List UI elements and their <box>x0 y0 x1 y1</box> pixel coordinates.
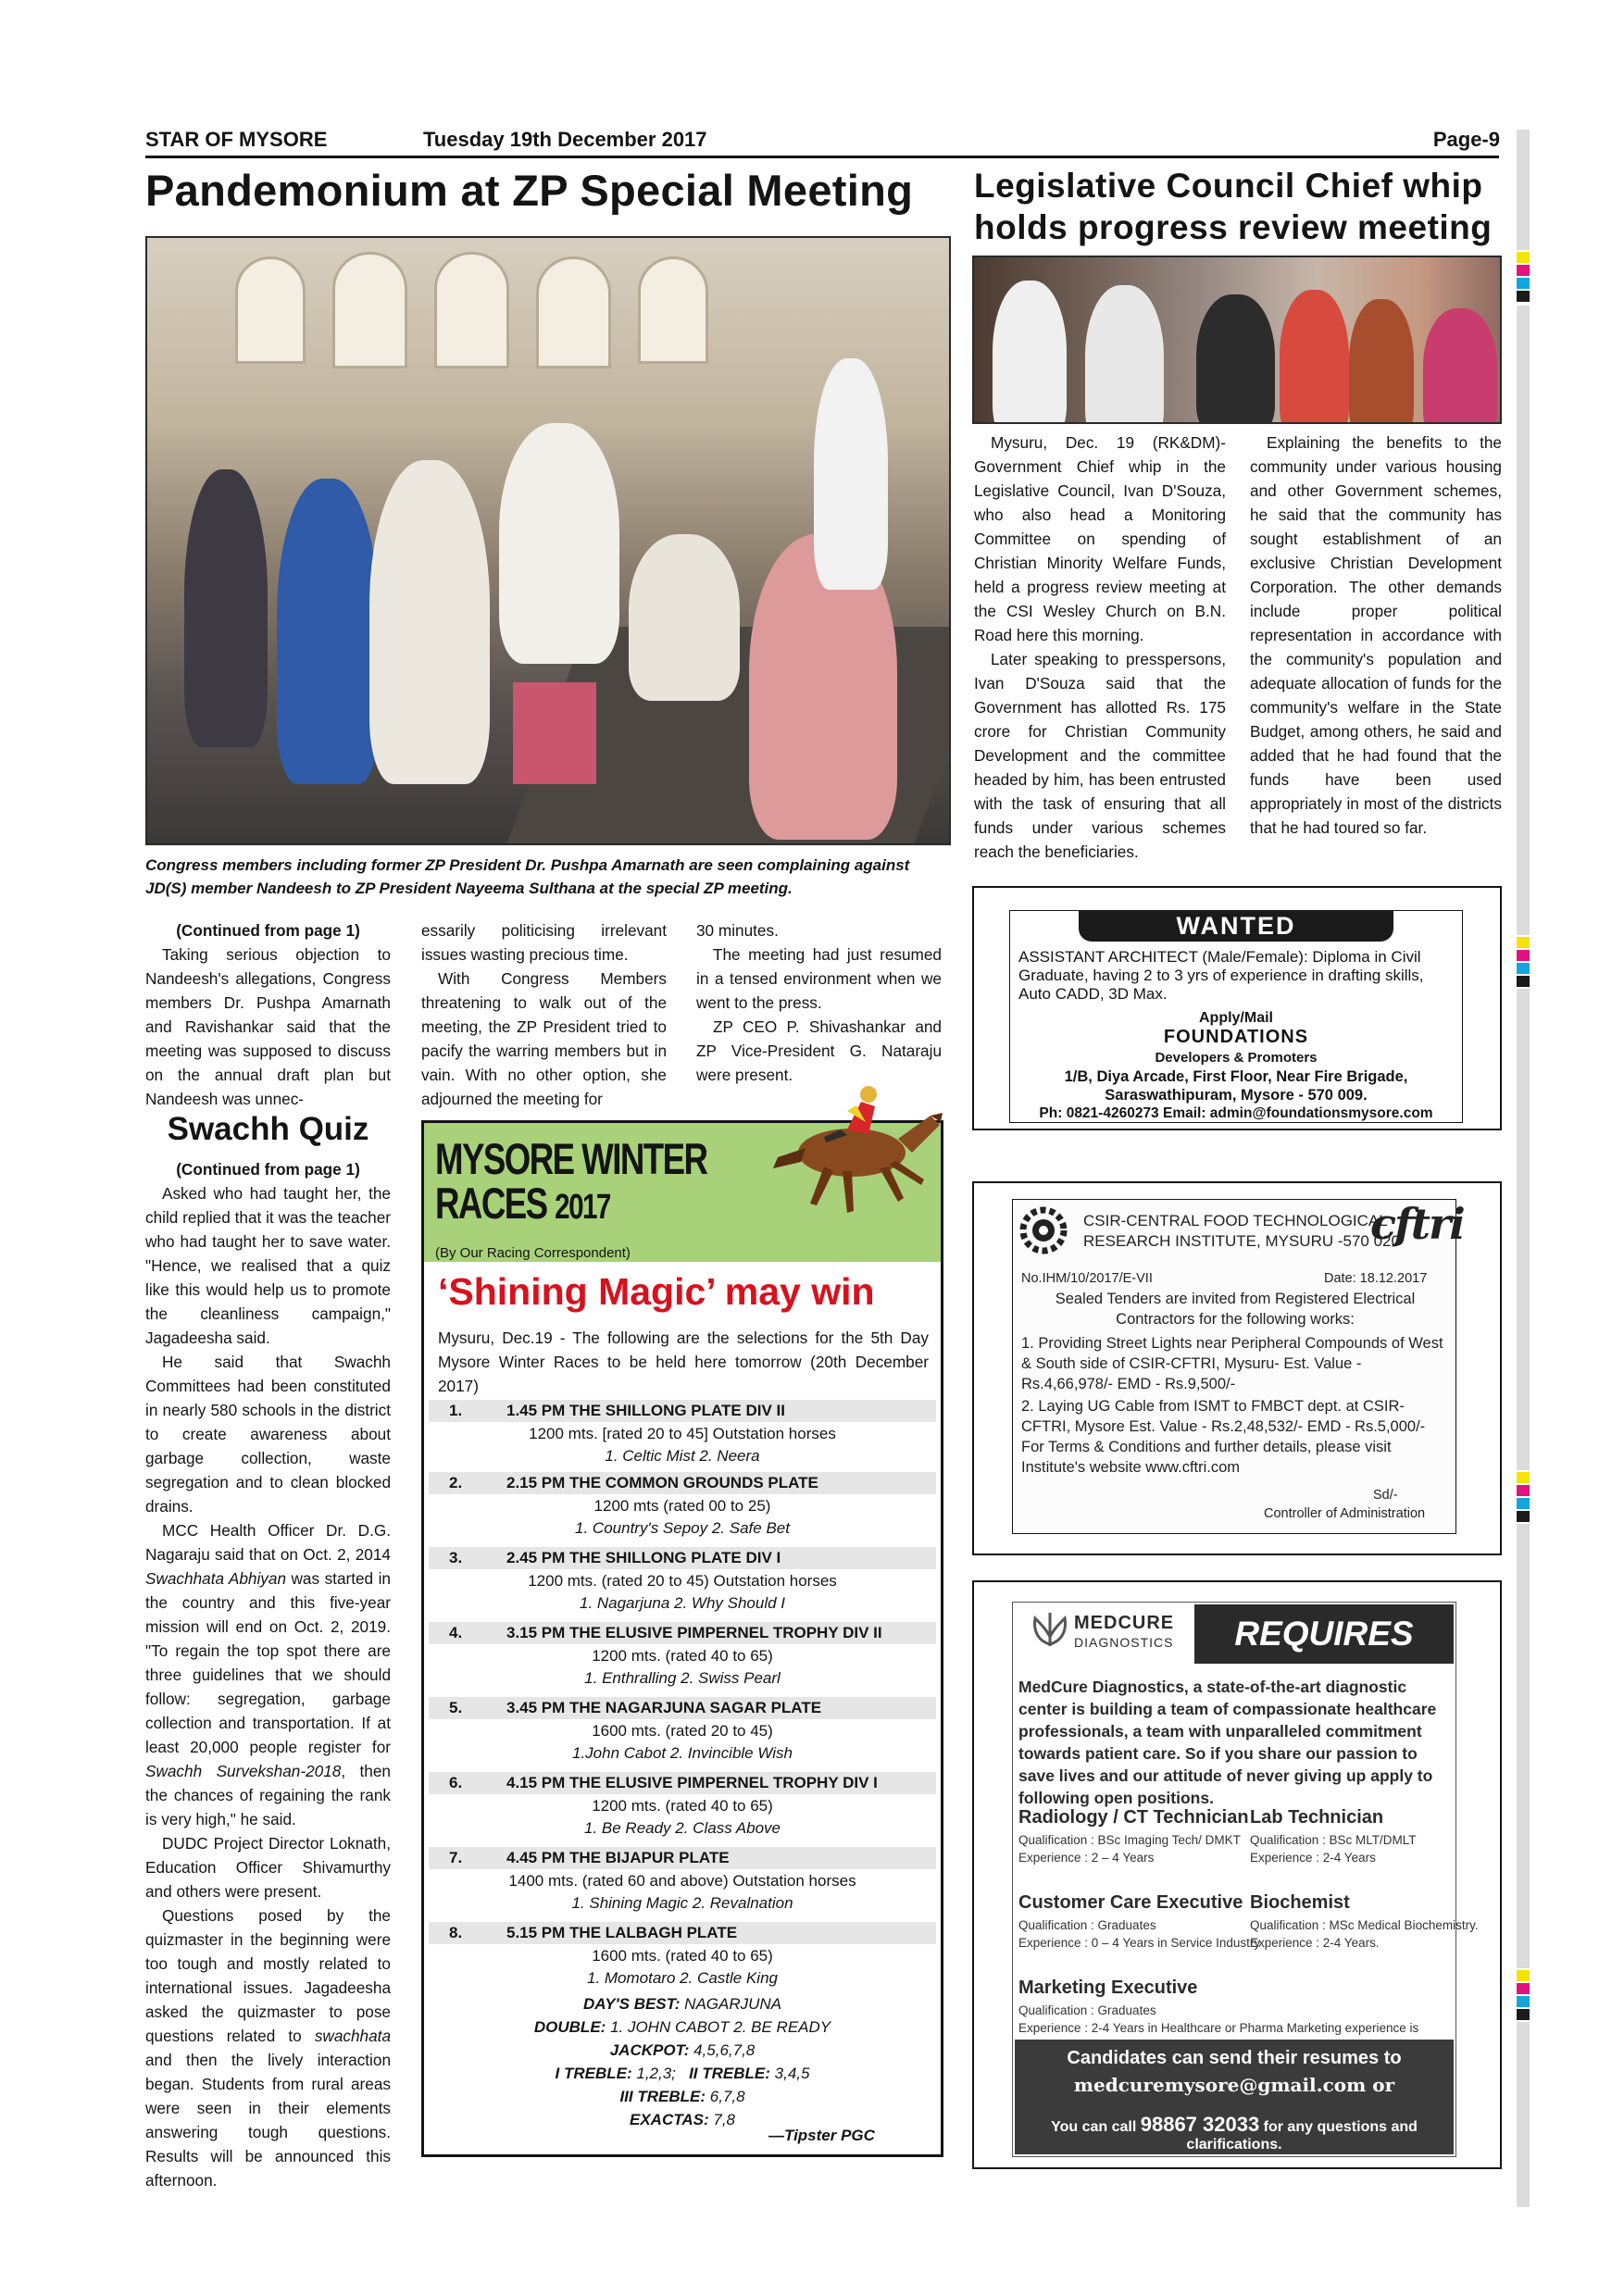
main-article-text: ZP CEO P. Shivashankar and ZP Vice-President G. Nataraju were present. <box>696 1017 942 1084</box>
main-headline: Pandemonium at ZP Special Meeting <box>145 166 914 215</box>
medcure-logo-icon <box>1030 1609 1070 1653</box>
races-title: MYSORE WINTER RACES 2017 <box>435 1134 707 1228</box>
wanted-apply: Apply/Mail <box>1198 1010 1273 1026</box>
masthead-rule <box>145 156 1499 158</box>
main-article-text: 30 minutes. <box>696 921 779 940</box>
race-detail: 1200 mts. [rated 20 to 45] Outstation horses <box>529 1425 836 1442</box>
swachh-text: MCC Health Officer Dr. D.G. Nagaraju said that on Oct. 2, 2014 Swachhata Abhiyan was started in the country and this five-year mission will end on Oct. 2, 2019. "To regain the top spot there are three guidelines that we should follow: segregation, garbage collection and transportation. If at least 20,000 people register for Swachh Survekshan-2018, then the chances of regaining the rank is very high," he said. <box>145 1521 391 1828</box>
cftri-work-2: 2. Laying UG Cable from ISMT to FMBCT dept. at CSIR-CFTRI, Mysore Est. Value - Rs.2,48,532/- EMD - Rs.5,000/- For Terms & Conditions and further details, please visit Institute's website www.cftri.com <box>1021 1398 1426 1476</box>
job-qualification: Qualification : Graduates <box>1018 1918 1156 1932</box>
race-detail: 1600 mts. (rated 20 to 45) <box>592 1722 773 1740</box>
race-selection: 1. Momotaro 2. Castle King <box>587 1969 778 1987</box>
right-article-text: Mysuru, Dec. 19 (RK&DM)- Government Chief whip in the Legislative Council, Ivan D'Souza, who also head a Monitoring Committee on spending of Christian Minority Welfare Funds, held a progress review meeting at the CSI Wesley Church on B.N. Road here this morning. <box>974 433 1226 644</box>
main-article-col-3 <box>696 918 942 1087</box>
race-selection: 1. Celtic Mist 2. Neera <box>605 1447 760 1465</box>
medcure-intro: MedCure Diagnostics, a state-of-the-art diagnostic center is building a team of compassionate healthcare professionals, a team with unparalleled commitment towards patient care. So if you share our passion to save lives and our attitude of never giving up apply to following open positions. <box>1018 1678 1437 1807</box>
race-detail: 1600 mts. (rated 40 to 65) <box>592 1947 773 1965</box>
job-title: Radiology / CT Technician <box>1018 1807 1249 1828</box>
race-detail: 1200 mts. (rated 40 to 65) <box>592 1647 773 1665</box>
job-experience: Experience : 0 – 4 Years in Service Industry <box>1018 1936 1261 1950</box>
medcure-logo-sub: DIAGNOSTICS <box>1074 1635 1174 1650</box>
right-article-text: Later speaking to presspersons, Ivan D'Souza said that the Government has allotted Rs. 175 crore for Christian Community Development and the committee headed by him, has been entrusted with the task of ensuring that all funds under various schemes reach the beneficiaries. <box>974 650 1226 861</box>
cftri-sd: Sd/- <box>1373 1488 1398 1503</box>
medcure-logo-text: MEDCURE <box>1074 1613 1175 1633</box>
races-byline: (By Our Racing Correspondent) <box>435 1245 631 1261</box>
race-heading: 6. 4.15 PM THE ELUSIVE PIMPERNEL TROPHY DIV I <box>429 1772 936 1794</box>
racehorse-icon <box>759 1065 944 1250</box>
csir-gear-logo-icon <box>1018 1205 1068 1255</box>
job-title: Customer Care Executive <box>1018 1892 1243 1913</box>
medcure-email: medcuremysore@gmail.com <box>1073 2074 1367 2096</box>
right-article-col-1 <box>974 430 1226 864</box>
main-article-col-1 <box>145 918 391 1111</box>
swachh-text: He said that Swachh Committees had been constituted in nearly 580 schools in the district to create awareness about garbage collection, waste segregation and to clean blocked drains. <box>145 1353 391 1516</box>
race-heading: 1. 1.45 PM THE SHILLONG PLATE DIV II <box>429 1400 936 1422</box>
wanted-contact: Ph: 0821-4260273 Email: admin@foundationsmysore.com <box>1039 1105 1433 1121</box>
continued-label: (Continued from page 1) <box>176 921 360 940</box>
race-heading: 7. 4.45 PM THE BIJAPUR PLATE <box>429 1847 936 1869</box>
race-detail: 1200 mts. (rated 20 to 45) Outstation horses <box>528 1572 837 1590</box>
cftri-ref-no: No.IHM/10/2017/E-VII <box>1021 1271 1153 1286</box>
newspaper-name: STAR OF MYSORE <box>145 128 328 151</box>
right-article-col-2 <box>1250 430 1502 840</box>
race-selection: 1. Enthralling 2. Swiss Pearl <box>584 1669 781 1687</box>
medcure-email-line: medcuremysore@gmail.com or <box>1073 2074 1395 2096</box>
wanted-tab: WANTED <box>1079 910 1393 942</box>
race-heading: 3. 2.45 PM THE SHILLONG PLATE DIV I <box>429 1547 936 1569</box>
job-qualification: Qualification : MSc Medical Biochemistry. <box>1250 1918 1479 1932</box>
tipster-credit: —Tipster PGC <box>768 2127 875 2144</box>
medcure-call-line: You can call 98867 32033 for any questions and clarifications. <box>1051 2113 1418 2152</box>
wanted-company: FOUNDATIONS <box>1163 1027 1309 1047</box>
medcure-cta: Candidates can send their resumes to <box>1067 2048 1402 2068</box>
exactas-pick: EXACTAS: 7,8 <box>629 2111 735 2128</box>
races-headline: ‘Shining Magic’ may win <box>438 1270 875 1313</box>
races-intro: Mysuru, Dec.19 - The following are the selections for the 5th Day Mysore Winter Races to be held here tomorrow (20th December 2017) <box>438 1329 929 1395</box>
main-article-text: Taking serious objection to Nandeesh's allegations, Congress members Dr. Pushpa Amarnath and Ravishankar said that the meeting was supposed to discuss on the annual draft plan but Nandeesh was unnec- <box>145 945 391 1108</box>
days-best: DAY'S BEST: NAGARJUNA <box>582 1995 782 2013</box>
job-qualification: Qualification : BSc MLT/DMLT <box>1250 1833 1417 1847</box>
swachh-quiz-body <box>145 1157 391 2192</box>
race-detail: 1200 mts (rated 00 to 25) <box>593 1497 771 1515</box>
right-article-text: Explaining the benefits to the community under various housing and other Government schemes, he said that the community has sought establishment of an exclusive Christian Development Corporation. The other demands include proper political representation in accordance with the community's population and adequate allocation of funds for the community's welfare in the State Budget, among others, he said and added that he had found that the funds have been used appropriately in most of the districts that he had toured so far. <box>1250 433 1502 837</box>
swachh-text: Questions posed by the quizmaster in the beginning were too tough and mostly related to international issues. Jagadeesha asked the quizmaster to pose questions related to swachhata and then the lively interaction began. Students from rural areas were seen in their elements answering tough questions. Results will be announced this afternoon. <box>145 1906 391 2190</box>
race-selection: 1. Nagarjuna 2. Why Should I <box>579 1594 786 1612</box>
swachh-text: Asked who had taught her, the child replied that it was the teacher who had taught her to save water. "Hence, we realised that a quiz like this would help us to promote the cleanliness campaign," Jagadeesha said. <box>145 1184 391 1347</box>
race-selection: 1. Country's Sepoy 2. Safe Bet <box>575 1519 790 1537</box>
cftri-signatory: Controller of Administration <box>1264 1506 1426 1521</box>
review-meeting-photo <box>972 256 1502 424</box>
job-title: Biochemist <box>1250 1892 1350 1913</box>
race-selection: 1.John Cabot 2. Invincible Wish <box>572 1744 793 1762</box>
swachh-text: DUDC Project Director Loknath, Education Officer Shivamurthy and others were present. <box>145 1834 391 1901</box>
treble-picks: I TREBLE: 1,2,3; II TREBLE: 3,4,5 <box>555 2065 810 2082</box>
cftri-intro: Sealed Tenders are invited from Registered Electrical Contractors for the following works: <box>1055 1291 1416 1328</box>
wanted-company-sub: Developers & Promoters <box>1155 1050 1318 1066</box>
job-experience: Experience : 2-4 Years <box>1250 1851 1376 1865</box>
wanted-address-1: 1/B, Diya Arcade, First Floor, Near Fire Brigade, <box>1064 1068 1408 1085</box>
continued-label: (Continued from page 1) <box>176 1160 360 1179</box>
job-experience: Experience : 2-4 Years in Healthcare or Pharma Marketing experience is <box>1018 2021 1419 2035</box>
treble-3-pick: III TREBLE: 6,7,8 <box>619 2088 745 2105</box>
race-heading: 4. 3.15 PM THE ELUSIVE PIMPERNEL TROPHY DIV II <box>429 1622 936 1644</box>
cftri-logo-text: cftri <box>1370 1199 1464 1249</box>
job-experience: Experience : 2 – 4 Years <box>1018 1851 1155 1865</box>
page-number: Page-9 <box>1432 128 1500 151</box>
cftri-work-1: 1. Providing Street Lights near Peripheral Compounds of West & South side of CSIR-CFTRI, Mysuru- Est. Value - Rs.4,66,978/- EMD - Rs.9,500/- <box>1021 1335 1443 1392</box>
main-article-col-2 <box>421 918 667 1111</box>
wanted-position: ASSISTANT ARCHITECT (Male/Female): Diploma in Civil Graduate, having 2 to 3 yrs of experience in drafting skills, Auto CADD, 3D Max. <box>1018 948 1424 1003</box>
race-selection: 1. Shining Magic 2. Revalnation <box>571 1894 793 1912</box>
zp-meeting-photo <box>145 236 951 845</box>
cftri-date: Date: 18.12.2017 <box>1324 1271 1428 1286</box>
swachh-quiz-headline: Swachh Quiz <box>167 1111 369 1147</box>
cftri-org-line-1: CSIR-CENTRAL FOOD TECHNOLOGICAL <box>1083 1212 1388 1229</box>
photo-caption: Congress members including former ZP President Dr. Pushpa Amarnath are seen complaining against JD(S) member Nandeesh to ZP President Nayeema Sulthana at the special ZP meeting. <box>145 856 910 897</box>
race-heading: 2. 2.15 PM THE COMMON GROUNDS PLATE <box>429 1472 936 1494</box>
cftri-org-line-2: RESEARCH INSTITUTE, MYSURU -570 020 <box>1083 1232 1400 1250</box>
jackpot-pick: JACKPOT: 4,5,6,7,8 <box>609 2041 756 2059</box>
race-heading: 5. 3.45 PM THE NAGARJUNA SAGAR PLATE <box>429 1697 936 1719</box>
race-detail: 1400 mts. (rated 60 and above) Outstation horses <box>508 1872 856 1890</box>
race-selection: 1. Be Ready 2. Class Above <box>584 1819 781 1837</box>
issue-date: Tuesday 19th December 2017 <box>423 128 707 151</box>
main-article-text: The meeting had just resumed in a tensed environment when we went to the press. <box>696 945 942 1012</box>
wanted-address-2: Saraswathipuram, Mysore - 570 009. <box>1105 1087 1368 1104</box>
main-article-text: essarily politicising irrelevant issues wasting precious time. <box>421 921 667 964</box>
right-headline: Legislative Council Chief whip holds progress review meeting <box>974 167 1493 246</box>
main-article-text: With Congress Members threatening to walk out of the meeting, the ZP President tried to pacify the warring members but in vain. With no other option, she adjourned the meeting for <box>421 969 667 1108</box>
requires-banner: REQUIRES <box>1194 1604 1454 1664</box>
job-experience: Experience : 2-4 Years. <box>1250 1936 1380 1950</box>
job-qualification: Qualification : BSc Imaging Tech/ DMKT <box>1018 1833 1241 1847</box>
job-qualification: Qualification : Graduates <box>1018 2003 1156 2017</box>
medcure-phone: 98867 32033 <box>1140 2113 1260 2136</box>
job-title: Lab Technician <box>1250 1807 1384 1828</box>
race-detail: 1200 mts. (rated 40 to 65) <box>592 1797 773 1815</box>
job-title: Marketing Executive <box>1018 1978 1198 1998</box>
double-pick: DOUBLE: 1. JOHN CABOT 2. BE READY <box>533 2018 831 2036</box>
race-heading: 8. 5.15 PM THE LALBAGH PLATE <box>429 1922 936 1944</box>
